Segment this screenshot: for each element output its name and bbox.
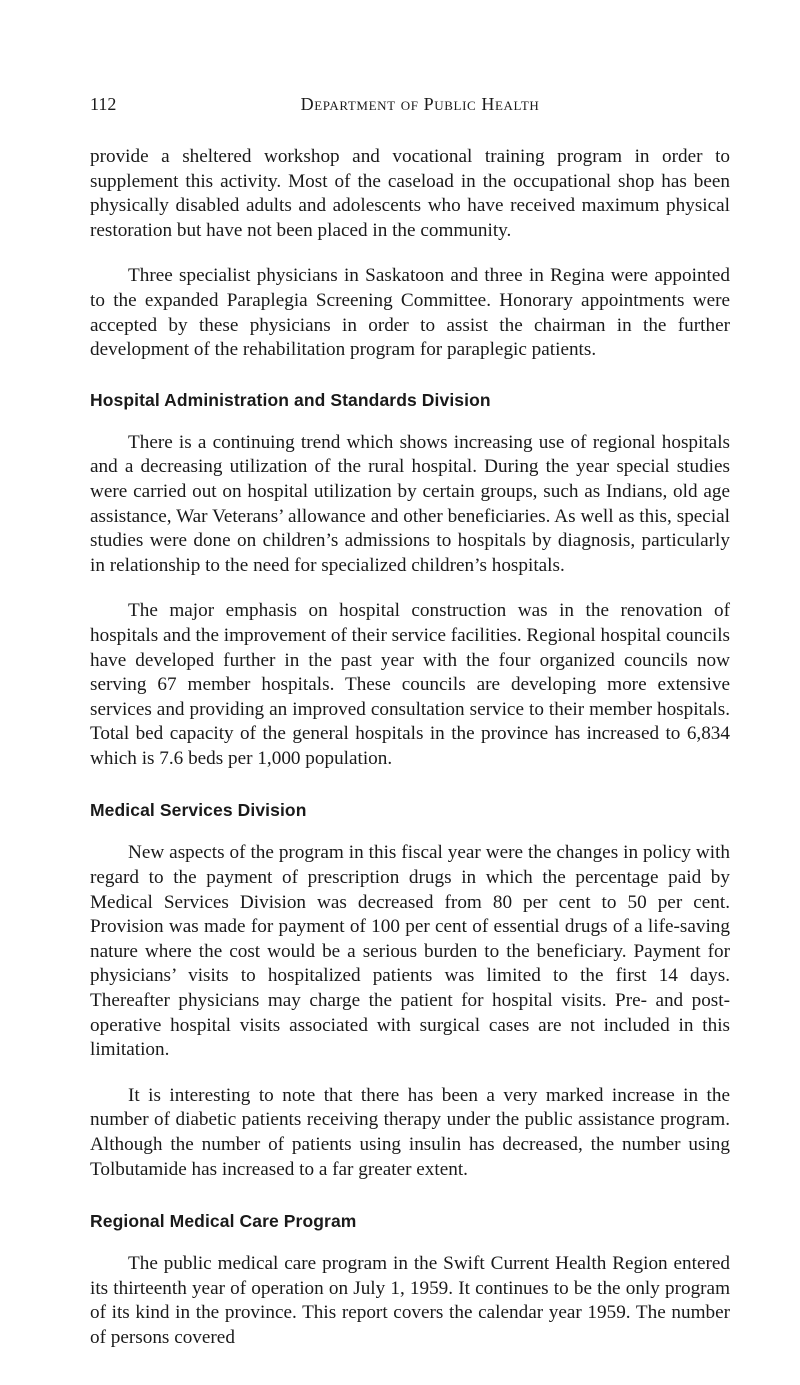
- body-text: [90, 145, 730, 1372]
- paragraph: provide a sheltered workshop and vocational training program in order to supplement this activity. Most of the caseload in the occupational shop has been physically disabled adults and adolescents who have received maximum physical restoration but have not been placed in the community.: [90, 146, 730, 241]
- running-title: Department of Public Health: [300, 94, 540, 114]
- section-heading-regional-medical-care: Regional Medical Care Program: [90, 1211, 357, 1232]
- paragraph: The public medical care program in the Swift Current Health Region entered its thirteenth year of operation on July 1, 1959. It continues to be the only program of its kind in the province. This report covers the calendar year 1959. The number of persons covered: [90, 1253, 730, 1348]
- page-number: 112: [90, 94, 117, 114]
- paragraph: Three specialist physicians in Saskatoon and three in Regina were appointed to the expanded Paraplegia Screening Committee. Honorary appointments were accepted by these physicians in order to assist the chairman in the further development of the rehabilitation program for paraplegic patients.: [90, 265, 730, 361]
- section-heading-hospital-administration: Hospital Administration and Standards Division: [90, 389, 491, 410]
- running-head: [90, 94, 730, 116]
- paragraph: It is interesting to note that there has been a very marked increase in the number of diabetic patients receiving therapy under the public assistance program. Although the number of patients using insulin has decreased, the number using Tolbutamide has increased to a far greater extent.: [90, 1084, 730, 1180]
- paragraph: The major emphasis on hospital construction was in the renovation of hospitals and the improvement of their service facilities. Regional hospital councils have developed further in the past year with the four organized councils now serving 67 member hospitals. These councils are developing more extensive services and providing an improved consultation service to their member hospitals. Total bed capacity of the general hospitals in the province has increased to 6,834 which is 7.6 beds per 1,000 population.: [90, 600, 730, 769]
- paragraph: New aspects of the program in this fiscal year were the changes in policy with regard to the payment of prescription drugs in which the percentage paid by Medical Services Division was decreased from 80 per cent to 50 per cent. Provision was made for payment of 100 per cent of essential drugs of a life-saving nature where the cost would be a serious burden to the beneficiary. Payment for physicians’ visits to hospitalized patients was limited to the first 14 days. Thereafter physicians may charge the patient for hospital visits. Pre- and post-operative hospital visits associated with surgical cases are not included in this limitation.: [90, 842, 730, 1061]
- paragraph: There is a continuing trend which shows increasing use of regional hospitals and a decreasing utilization of the rural hospital. During the year special studies were carried out on hospital utilization by certain groups, such as Indians, old age assistance, War Veterans’ allowance and other beneficiaries. As well as this, special studies were done on children’s admissions to hospitals by diagnosis, particularly in relationship to the need for specialized children’s hospitals.: [90, 431, 730, 576]
- section-heading-medical-services: Medical Services Division: [90, 800, 307, 821]
